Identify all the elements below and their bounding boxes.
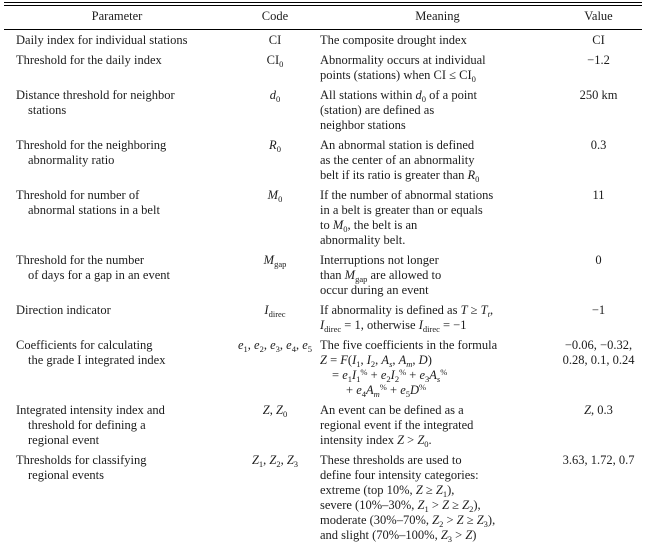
parameter-cell <box>4 85 230 135</box>
text-line: Z, $Z_0$ <box>262 402 288 419</box>
text-line: Threshold for the number <box>16 252 145 267</box>
text-line: moderate (30%–70%, $Z_2 > Z \ge Z_3$), <box>320 512 496 529</box>
text-line: Threshold for the neighboring <box>16 137 167 152</box>
value-cell <box>555 50 642 85</box>
value-cell <box>555 185 642 250</box>
text-line: $I_{direc} = 1$, otherwise $I_{direc} = -1$ <box>320 317 467 334</box>
col-header-meaning: Meaning <box>320 6 555 30</box>
text-line: of days for a gap in an event <box>28 267 170 282</box>
text-line: $d_0$ <box>269 87 281 104</box>
text-line: extreme (top 10%, $Z \ge Z_1$), <box>320 482 455 499</box>
text-line: + $e_4A_m^{\%} + e_5D^{\%}$ <box>346 381 427 399</box>
text-line: 11 <box>592 187 605 202</box>
table-row <box>4 85 642 135</box>
text-line: 0.3 <box>590 137 607 152</box>
text-line: CI <box>592 32 605 47</box>
text-line: Thresholds for classifying <box>16 452 147 467</box>
text-line: (station) are defined as <box>320 102 435 117</box>
col-header-parameter: Parameter <box>4 6 230 30</box>
text-line: All stations within $d_0$ of a point <box>320 87 478 104</box>
text-line: regional event if the integrated <box>320 417 474 432</box>
header-row <box>4 6 642 30</box>
table-row <box>4 335 642 400</box>
text-line: threshold for defining a <box>28 417 146 432</box>
meaning-cell <box>320 30 555 51</box>
value-cell <box>555 450 642 544</box>
text-line: abnormality belt. <box>320 232 406 247</box>
table-row <box>4 135 642 185</box>
value-cell <box>555 135 642 185</box>
text-line: An event can be defined as a <box>320 402 464 417</box>
text-line: Threshold for number of <box>16 187 140 202</box>
value-cell <box>555 300 642 335</box>
text-line: abnormality ratio <box>28 152 115 167</box>
parameter-cell <box>4 400 230 450</box>
text-line: severe (10%–30%, $Z_1 > Z \ge Z_2$), <box>320 497 481 514</box>
text-line: $Z_1$, $Z_2$, $Z_3$ <box>251 452 299 469</box>
text-line: The five coefficients in the formula <box>320 337 498 352</box>
meaning-cell <box>320 400 555 450</box>
text-line: −0.06, −0.32, <box>564 337 633 352</box>
text-line: These thresholds are used to <box>320 452 462 467</box>
text-line: $CI_0$ <box>266 52 284 69</box>
text-line: Direction indicator <box>16 302 111 317</box>
text-line: An abnormal station is defined <box>320 137 475 152</box>
text-line: 3.63, 1.72, 0.7 <box>562 452 635 467</box>
text-line: Interruptions not longer <box>320 252 439 267</box>
meaning-cell <box>320 50 555 85</box>
text-line: Z, 0.3 <box>584 402 613 417</box>
code-cell <box>230 135 320 185</box>
text-line: −1 <box>591 302 606 317</box>
text-line: The composite drought index <box>320 32 467 47</box>
text-line: occur during an event <box>320 282 429 297</box>
text-line: $I_{direc}$ <box>264 302 286 319</box>
text-line: regional events <box>28 467 105 482</box>
text-line: 250 km <box>579 87 618 102</box>
parameter-cell <box>4 250 230 300</box>
text-line: as the center of an abnormality <box>320 152 475 167</box>
parameter-cell <box>4 300 230 335</box>
code-cell <box>230 30 320 51</box>
text-line: $M_0$ <box>267 187 283 204</box>
code-cell <box>230 85 320 135</box>
code-cell <box>230 185 320 250</box>
table-body <box>4 30 642 544</box>
text-line: points (stations) when CI ≤ $CI_0$ <box>320 67 476 84</box>
parameter-cell <box>4 185 230 250</box>
table-row <box>4 250 642 300</box>
text-line: belt if its ratio is greater than $R_0$ <box>320 167 480 184</box>
text-line: to $M_0$, the belt is an <box>320 217 418 234</box>
parameter-cell <box>4 135 230 185</box>
meaning-cell <box>320 135 555 185</box>
text-line: and slight (70%–100%, $Z_3 > Z$) <box>320 527 477 544</box>
text-line: intensity index $Z > Z_0$. <box>320 432 432 449</box>
value-cell <box>555 400 642 450</box>
text-line: neighbor stations <box>320 117 406 132</box>
text-line: stations <box>28 102 67 117</box>
meaning-cell <box>320 335 555 400</box>
value-cell <box>555 250 642 300</box>
text-line: $Z = F(I_1$, $I_2$, $A_s$, $A_m$, D) <box>320 352 432 369</box>
table-row <box>4 30 642 51</box>
code-cell <box>230 300 320 335</box>
text-line: the grade I integrated index <box>28 352 166 367</box>
text-line: 0.28, 0.1, 0.24 <box>562 352 635 367</box>
meaning-cell <box>320 185 555 250</box>
text-line: Daily index for individual stations <box>16 32 188 47</box>
code-cell <box>230 450 320 544</box>
text-line: in a belt is greater than or equals <box>320 202 483 217</box>
text-line: Abnormality occurs at individual <box>320 52 486 67</box>
table-row <box>4 300 642 335</box>
code-cell <box>230 50 320 85</box>
text-line: $e_1$, $e_2$, $e_3$, $e_4$, $e_5$ <box>237 337 313 354</box>
text-line: abnormal stations in a belt <box>28 202 160 217</box>
text-line: = $e_1I_1^{\%} + e_2I_2^{\%} + e_3A_s^{\%}$ <box>332 366 448 384</box>
text-line: regional event <box>28 432 100 447</box>
code-cell <box>230 250 320 300</box>
text-line: Threshold for the daily index <box>16 52 162 67</box>
col-header-code: Code <box>230 6 320 30</box>
text-line: than $M_{gap}$ are allowed to <box>320 267 442 284</box>
parameter-cell <box>4 450 230 544</box>
col-header-value: Value <box>555 6 642 30</box>
text-line: 0 <box>595 252 602 267</box>
table-row <box>4 450 642 544</box>
table-row <box>4 50 642 85</box>
parameter-cell <box>4 30 230 51</box>
text-line: $M_{gap}$ <box>263 252 287 269</box>
text-line: Distance threshold for neighbor <box>16 87 175 102</box>
text-line: If the number of abnormal stations <box>320 187 494 202</box>
parameter-cell <box>4 50 230 85</box>
text-line: $R_0$ <box>269 137 281 154</box>
table-header <box>4 6 642 30</box>
text-line: −1.2 <box>587 52 610 67</box>
value-cell <box>555 335 642 400</box>
meaning-cell <box>320 85 555 135</box>
code-cell <box>230 400 320 450</box>
parameter-cell <box>4 335 230 400</box>
parameters-table <box>4 5 642 544</box>
text-line: Integrated intensity index and <box>16 402 165 417</box>
text-line: define four intensity categories: <box>320 467 479 482</box>
text-line: CI <box>268 32 282 47</box>
value-cell <box>555 85 642 135</box>
text-line: If abnormality is defined as $T \ge T_t$, <box>320 302 494 319</box>
table-row <box>4 400 642 450</box>
value-cell <box>555 30 642 51</box>
code-cell <box>230 335 320 400</box>
meaning-cell <box>320 300 555 335</box>
table-row <box>4 185 642 250</box>
text-line: Coefficients for calculating <box>16 337 153 352</box>
meaning-cell <box>320 250 555 300</box>
meaning-cell <box>320 450 555 544</box>
